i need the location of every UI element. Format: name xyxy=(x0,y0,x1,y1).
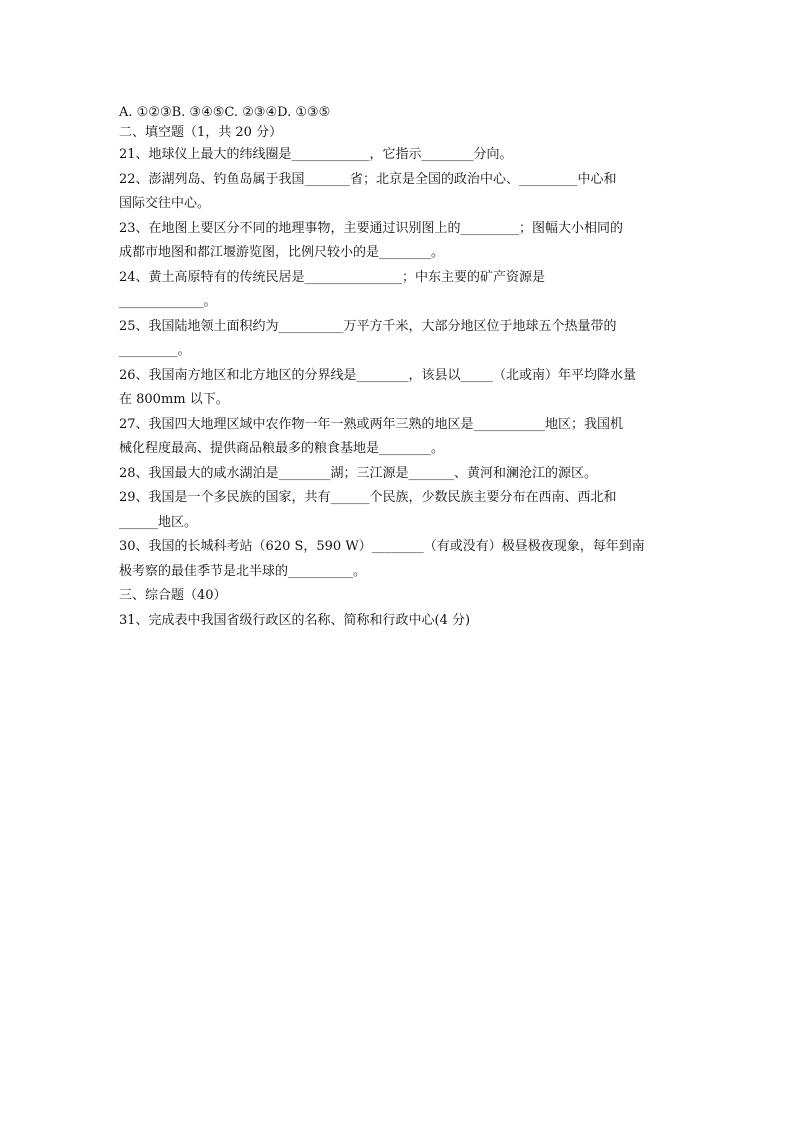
question-26-line-2: 在 800mm 以下。 xyxy=(119,392,229,407)
question-29-line-2: ______地区。 xyxy=(119,514,198,530)
question-27-line-2: 械化程度最高、提供商品粮最多的粮食基地是________。 xyxy=(119,441,445,456)
question-29-line-1: 29、我国是一个多民族的国家，共有______个民族，少数民族主要分布在西南、西北和 xyxy=(119,490,617,505)
question-24-line-1: 24、黄土高原特有的传统民居是_______________；中东主要的矿产资源是 xyxy=(119,269,546,285)
question-22-line-1: 22、澎湖列岛、钓鱼岛属于我国_______省；北京是全国的政治中心、_________中心和 xyxy=(119,171,617,187)
question-25-line-1: 25、我国陆地领土面积约为__________万平方千米，大部分地区位于地球五个热量带的 xyxy=(119,318,617,334)
options-line: A. ①②③B. ③④⑤C. ②③④D. ①③⑤ xyxy=(119,105,331,120)
question-23-line-2: 成都市地图和都江堰游览图，比例尺较小的是________。 xyxy=(119,245,445,260)
question-30-line-2: 极考察的最佳季节是北半球的__________。 xyxy=(119,563,367,579)
question-28: 28、我国最大的咸水湖泊是________湖；三江源是_______、黄河和澜沧江的源区。 xyxy=(119,465,598,481)
question-21: 21、地球仪上最大的纬线圈是____________，它指示________分向。 xyxy=(119,147,513,162)
document-body xyxy=(119,104,689,633)
section-heading-comprehensive: 三、综合题（40） xyxy=(119,588,227,603)
question-23-line-1: 23、在地图上要区分不同的地理事物，主要通过识别图上的_________；图幅大小相同的 xyxy=(119,220,624,236)
question-22-line-2: 国际交往中心。 xyxy=(119,196,211,211)
question-24-line-2: _____________。 xyxy=(119,294,217,309)
question-26-line-1: 26、我国南方地区和北方地区的分界线是________，该县以_____（北或南）年平均降水量 xyxy=(119,367,637,383)
question-25-line-2: _________。 xyxy=(119,343,191,358)
question-27-line-1: 27、我国四大地理区域中农作物一年一熟或两年三熟的地区是___________地区；我国机 xyxy=(119,416,624,432)
section-heading-fill-in: 二、填空题（1，共 20 分） xyxy=(119,125,283,140)
question-30-line-1: 30、我国的长城科考站（620 S，590 W）________（有或没有）极昼极夜现象，每年到南 xyxy=(119,539,645,554)
question-31: 31、完成表中我国省级行政区的名称、简称和行政中心(4 分) xyxy=(119,612,471,628)
